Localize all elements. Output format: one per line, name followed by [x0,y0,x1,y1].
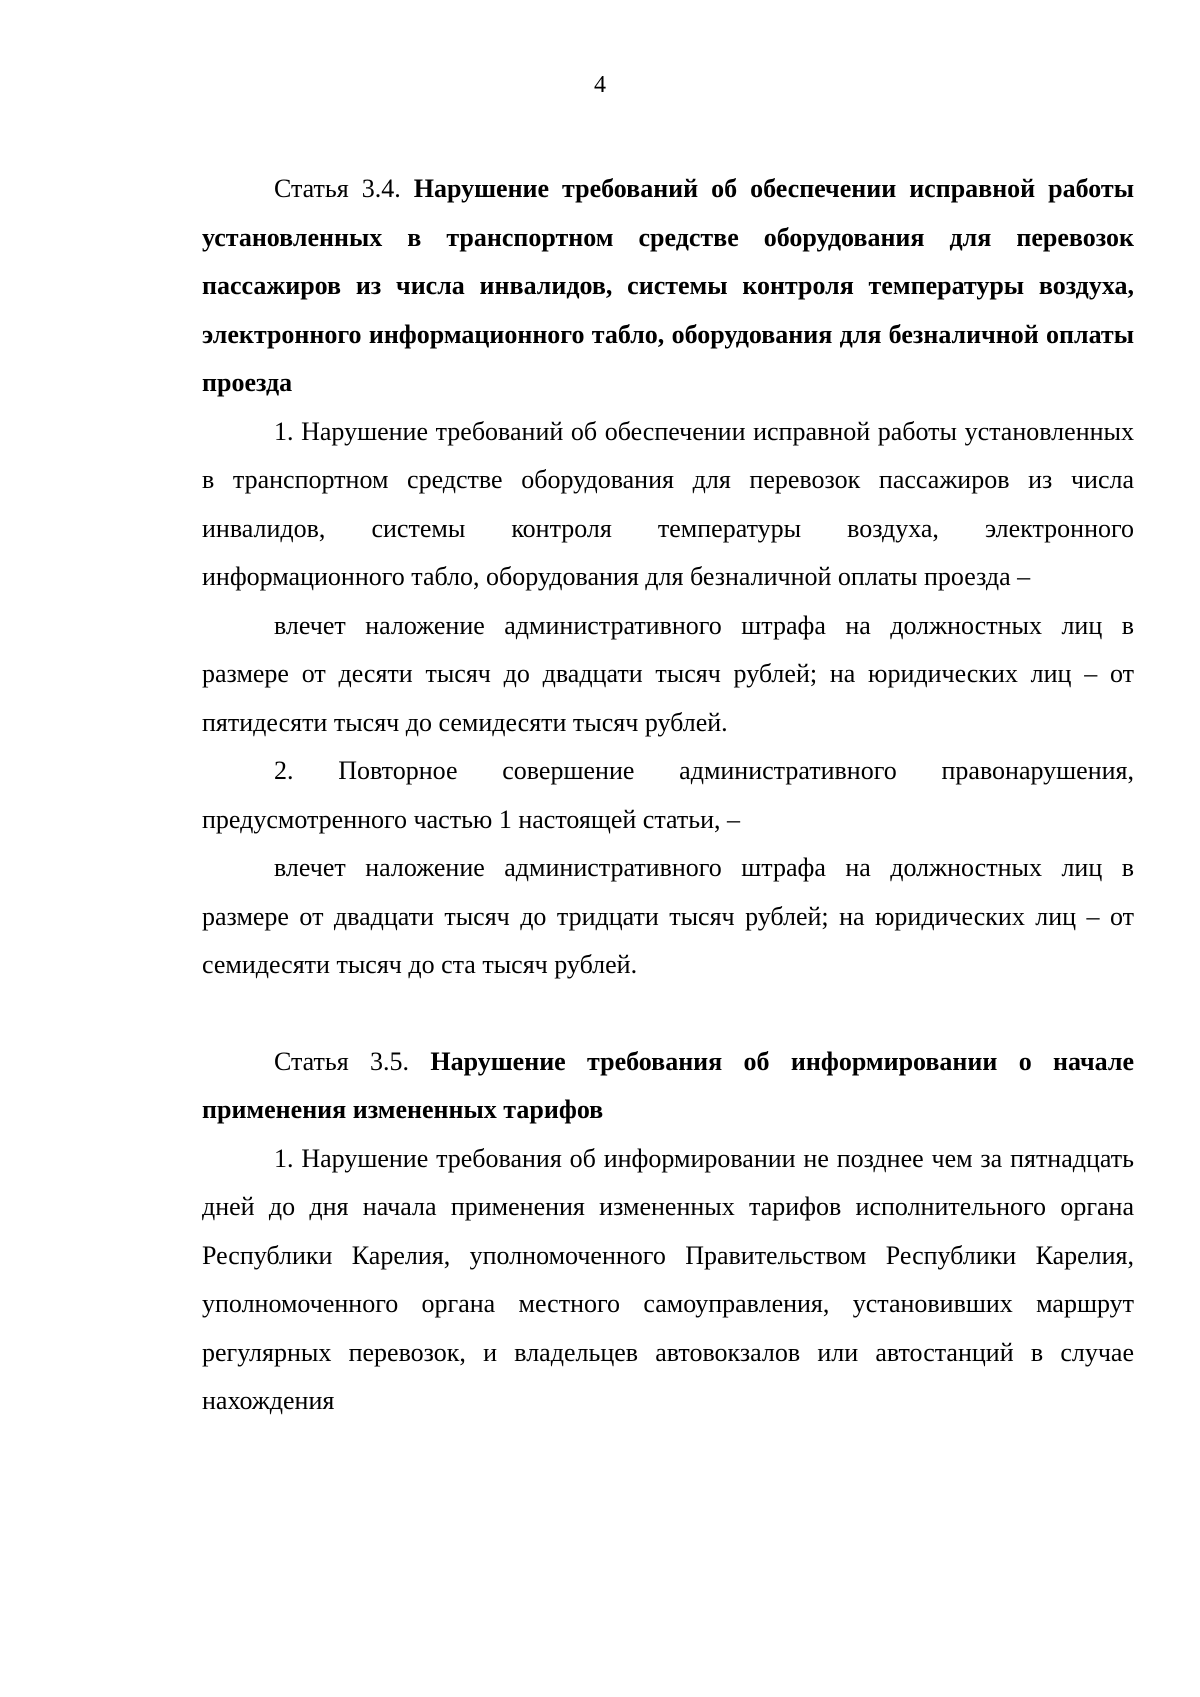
article-heading [202,1038,1134,1135]
article-prefix: Статья 3.5. [274,1046,410,1076]
article-3-4 [202,165,1134,990]
article-prefix: Статья 3.4. [274,174,401,203]
section-spacer [202,990,1134,1038]
page-number: 4 [594,72,606,98]
article-paragraph: влечет наложение административного штрафа на должностных лиц в размере от десяти тысяч до двадцати тысяч рублей; на юридических лиц – от пятидесяти тысяч до семидесяти тысяч рублей. [202,610,1134,737]
article-paragraph: 1. Нарушение требования об информировании не позднее чем за пятнадцать дней до дня начала применения измененных тарифов исполнительного органа Республики Карелия, уполномоченного Правительством Республики Карелия, уполномоченного органа местного самоуправления, установивших маршрут регулярных перевозок, и владельцев автовокзалов или автостанций в случае нахождения [202,1143,1134,1415]
article-paragraph: влечет наложение административного штрафа на должностных лиц в размере от двадцати тысяч до тридцати тысяч рублей; на юридических лиц – от семидесяти тысяч до ста тысяч рублей. [202,853,1134,979]
article-3-5 [202,1038,1134,1426]
article-heading [202,165,1134,408]
article-title: Нарушение требований об обеспечении исправной работы установленных в транспортном средстве оборудования для перевозок пассажиров из числа инвалидов, системы контроля температуры воздуха, электронного информационного табло, оборудования для безналичной оплаты проезда [202,174,1135,397]
document-body [202,165,1134,1426]
article-paragraph: 2. Повторное совершение административного правонарушения, предусмотренного частью 1 настоящей статьи, – [202,756,1134,834]
article-paragraph: 1. Нарушение требований об обеспечении исправной работы установленных в транспортном средстве оборудования для перевозок пассажиров из числа инвалидов, системы контроля температуры воздуха, электронного информационного табло, оборудования для безналичной оплаты проезда – [202,416,1134,591]
article-title: Нарушение требования об информировании о начале применения измененных тарифов [202,1046,1134,1124]
